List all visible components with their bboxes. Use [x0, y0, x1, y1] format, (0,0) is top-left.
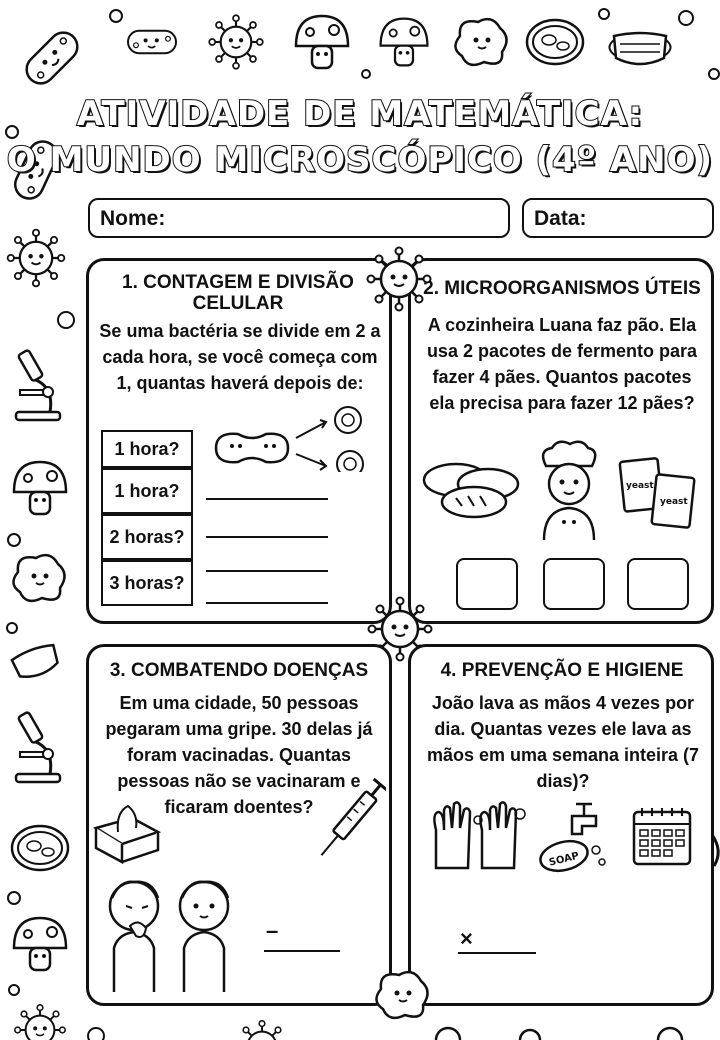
answer-line[interactable]	[264, 950, 340, 952]
microbe-icon	[368, 960, 438, 1030]
yeast-label: yeast	[626, 481, 654, 491]
answer-box[interactable]	[627, 558, 689, 610]
section4-question: João lava as mãos 4 vezes por dia. Quantas vezes ele lava as mãos em uma semana inteira (7 dias)?	[426, 693, 700, 791]
answer-line[interactable]	[458, 952, 536, 954]
section3-title: 3. COMBATENDO DOENÇAS	[109, 660, 369, 681]
virus-icon	[364, 244, 434, 314]
answer-line[interactable]	[206, 602, 328, 604]
name-label: Nome:	[100, 207, 166, 230]
date-label: Data:	[534, 207, 587, 230]
name-field[interactable]	[88, 198, 510, 238]
soap-faucet-illustration	[536, 796, 616, 876]
bread-illustration	[422, 454, 522, 524]
calendar-icon	[630, 804, 694, 868]
yeast-packets-illustration	[618, 454, 698, 534]
hands-illustration	[428, 800, 528, 870]
syringe-icon	[316, 770, 386, 870]
minus-operator: –	[266, 918, 279, 943]
soap-label: SOAP	[547, 850, 581, 869]
sick-children-illustration	[100, 876, 240, 996]
answer-box[interactable]	[456, 558, 518, 610]
answer-box[interactable]	[543, 558, 605, 610]
page-title-line-2: O MUNDO MICROSCÓPICO (4º ANO)	[6, 140, 714, 180]
tissue-box-illustration	[92, 798, 162, 868]
hours-row: 3 horas?	[101, 560, 193, 606]
yeast-label: yeast	[660, 497, 688, 507]
page-title-line-1: ATIVIDADE DE MATEMÁTICA:	[76, 94, 644, 134]
section3-question: Em uma cidade, 50 pessoas pegaram uma gripe. 30 delas já foram vacinadas. Quantas pessoas não se vacinaram e ficaram doentes?	[105, 693, 373, 817]
section1-question: Se uma bactéria se divide em 2 a cada hora, se você começa com 1, quantas haverá depois de:	[99, 321, 381, 393]
section2-title: 2. MICROORGANISMOS ÚTEIS	[423, 278, 701, 299]
answer-line[interactable]	[206, 570, 328, 572]
answer-line[interactable]	[206, 536, 328, 538]
cook-illustration	[534, 440, 604, 540]
section1-title: 1. CONTAGEM E DIVISÃO CELULAR	[122, 272, 354, 314]
hours-row: 1 hora?	[101, 430, 193, 468]
multiply-operator: ×	[460, 926, 473, 951]
bacterium-division-illustration	[208, 402, 378, 472]
section4-title: 4. PREVENÇÃO E HIGIENE	[440, 660, 684, 681]
hours-row: 1 hora?	[101, 468, 193, 514]
hours-row: 2 horas?	[101, 514, 193, 560]
answer-line[interactable]	[206, 498, 328, 500]
section2-question: A cozinheira Luana faz pão. Ela usa 2 pacotes de fermento para fazer 4 pães. Quantos pacotes ela precisa para fazer 12 pães?	[426, 315, 698, 413]
date-field[interactable]	[522, 198, 714, 238]
